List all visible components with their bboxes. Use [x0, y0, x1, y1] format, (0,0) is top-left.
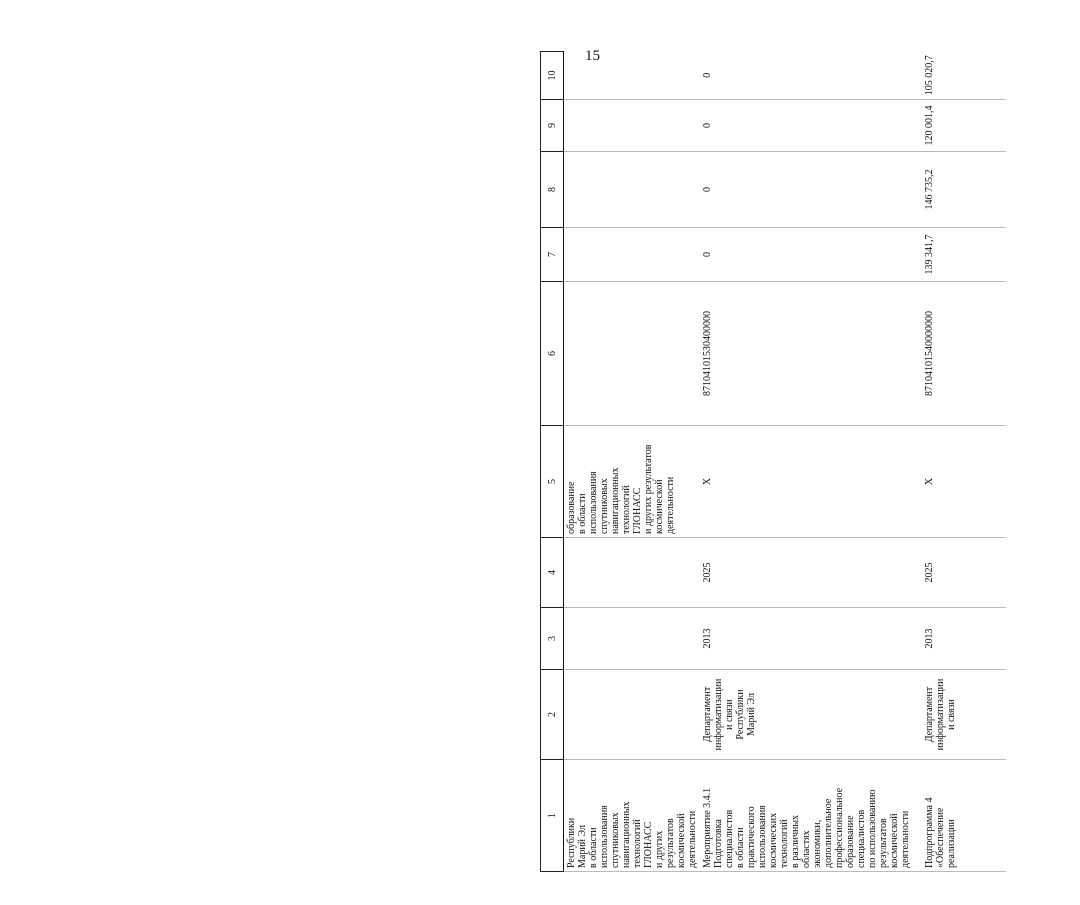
- row2-value-9: 120 001,4: [922, 100, 1006, 152]
- text-line: в области: [735, 827, 746, 868]
- column-header-3: 3: [541, 608, 564, 670]
- column-header-1: 1: [541, 760, 564, 872]
- text-line: образование: [566, 481, 577, 534]
- text-line: по использованию: [867, 789, 878, 868]
- text-line: и других результатов: [643, 444, 654, 534]
- row0-responsible: [564, 670, 701, 760]
- rotated-table-container: [540, 52, 1080, 872]
- text-line: «Обеспечение: [935, 807, 946, 868]
- text-line: технологий: [621, 485, 632, 534]
- column-header-5: 5: [541, 426, 564, 538]
- text-line: информатизации: [713, 678, 724, 751]
- row1-end-year: 2025: [700, 538, 922, 608]
- row1-start-year: 2013: [700, 608, 922, 670]
- text-line: спутниковых: [610, 812, 621, 868]
- text-line: Республики: [735, 689, 746, 740]
- row2-end-year: 2025: [922, 538, 1006, 608]
- text-line: реализации: [946, 819, 957, 868]
- column-header-8: 8: [541, 152, 564, 228]
- row1-value-9: 0: [700, 100, 922, 152]
- text-line: технологий: [632, 819, 643, 868]
- row2-result: X: [922, 426, 1006, 538]
- text-line: навигационных: [610, 467, 621, 534]
- column-header-10: 10: [541, 52, 564, 100]
- text-line: космических: [768, 812, 779, 868]
- text-line: деятельности: [665, 476, 676, 534]
- row2-value-7: 139 341,7: [922, 228, 1006, 282]
- text-line: образование: [845, 815, 856, 868]
- text-line: специалистов: [856, 809, 867, 868]
- page-number: 15: [585, 48, 600, 64]
- text-line: в области: [588, 827, 599, 868]
- row1-budget-code: 871041015З0400000: [700, 282, 922, 426]
- text-line: информатизации: [935, 678, 946, 751]
- text-line: результатов: [665, 818, 676, 868]
- text-line: Подпрограмма 4: [924, 797, 935, 868]
- row0-result: [564, 426, 701, 538]
- text-line: технологий: [779, 819, 790, 868]
- text-line: космической: [889, 813, 900, 868]
- text-line: Марий Эл: [746, 693, 757, 736]
- table-row: [564, 52, 701, 872]
- text-line: и других: [654, 830, 665, 868]
- row1-result: X: [700, 426, 922, 538]
- text-line: деятельности: [900, 810, 911, 868]
- row0-budget-code: [564, 282, 701, 426]
- text-line: Республики: [566, 817, 577, 868]
- column-header-4: 4: [541, 538, 564, 608]
- table-row: [700, 52, 922, 872]
- column-header-6: 6: [541, 282, 564, 426]
- text-line: Подготовка: [713, 819, 724, 868]
- text-line: ГЛОНАСС: [632, 487, 643, 534]
- column-header-9: 9: [541, 100, 564, 152]
- text-line: Марий Эл: [577, 825, 588, 868]
- row0-value-9: [564, 100, 701, 152]
- column-header-2: 2: [541, 670, 564, 760]
- row2-value-10: 105 020,7: [922, 52, 1006, 100]
- row1-value-10: 0: [700, 52, 922, 100]
- text-line: результатов: [878, 818, 889, 868]
- text-line: использования: [757, 805, 768, 868]
- text-line: в области: [577, 493, 588, 534]
- row1-responsible: [700, 670, 922, 760]
- text-line: дополнительное: [823, 798, 834, 868]
- row1-measure-name: [700, 760, 922, 872]
- row0-value-7: [564, 228, 701, 282]
- text-line: профессиональное: [834, 787, 845, 868]
- text-line: использования: [599, 805, 610, 868]
- text-line: использования: [588, 471, 599, 534]
- row0-end-year: [564, 538, 701, 608]
- text-line: спутниковых: [599, 478, 610, 534]
- row2-value-8: 146 735,2: [922, 152, 1006, 228]
- text-line: в различных: [790, 814, 801, 868]
- text-line: Департамент: [924, 686, 935, 743]
- row2-measure-name: [922, 760, 1006, 872]
- text-line: и связи: [946, 699, 957, 730]
- text-line: специалистов: [724, 809, 735, 868]
- row0-value-10: [564, 52, 701, 100]
- text-line: ГЛОНАСС: [643, 821, 654, 868]
- row2-start-year: 2013: [922, 608, 1006, 670]
- table-row: [922, 52, 1006, 872]
- row1-value-7: 0: [700, 228, 922, 282]
- program-table: [540, 51, 1006, 872]
- text-line: практического: [746, 806, 757, 868]
- row2-budget-code: 87104101540000000: [922, 282, 1006, 426]
- text-line: Департамент: [702, 686, 713, 743]
- row0-measure-name: [564, 760, 701, 872]
- text-line: космической: [654, 479, 665, 534]
- header-row: [541, 52, 564, 872]
- text-line: Мероприятие 3.4.1: [702, 787, 713, 868]
- row0-start-year: [564, 608, 701, 670]
- column-header-7: 7: [541, 228, 564, 282]
- row1-value-8: 0: [700, 152, 922, 228]
- text-line: и связи: [724, 699, 735, 730]
- text-line: навигационных: [621, 801, 632, 868]
- text-line: космической: [676, 813, 687, 868]
- text-line: областях: [801, 830, 812, 868]
- row2-responsible: [922, 670, 1006, 760]
- text-line: экономики,: [812, 819, 823, 868]
- text-line: деятельности: [687, 810, 698, 868]
- row0-value-8: [564, 152, 701, 228]
